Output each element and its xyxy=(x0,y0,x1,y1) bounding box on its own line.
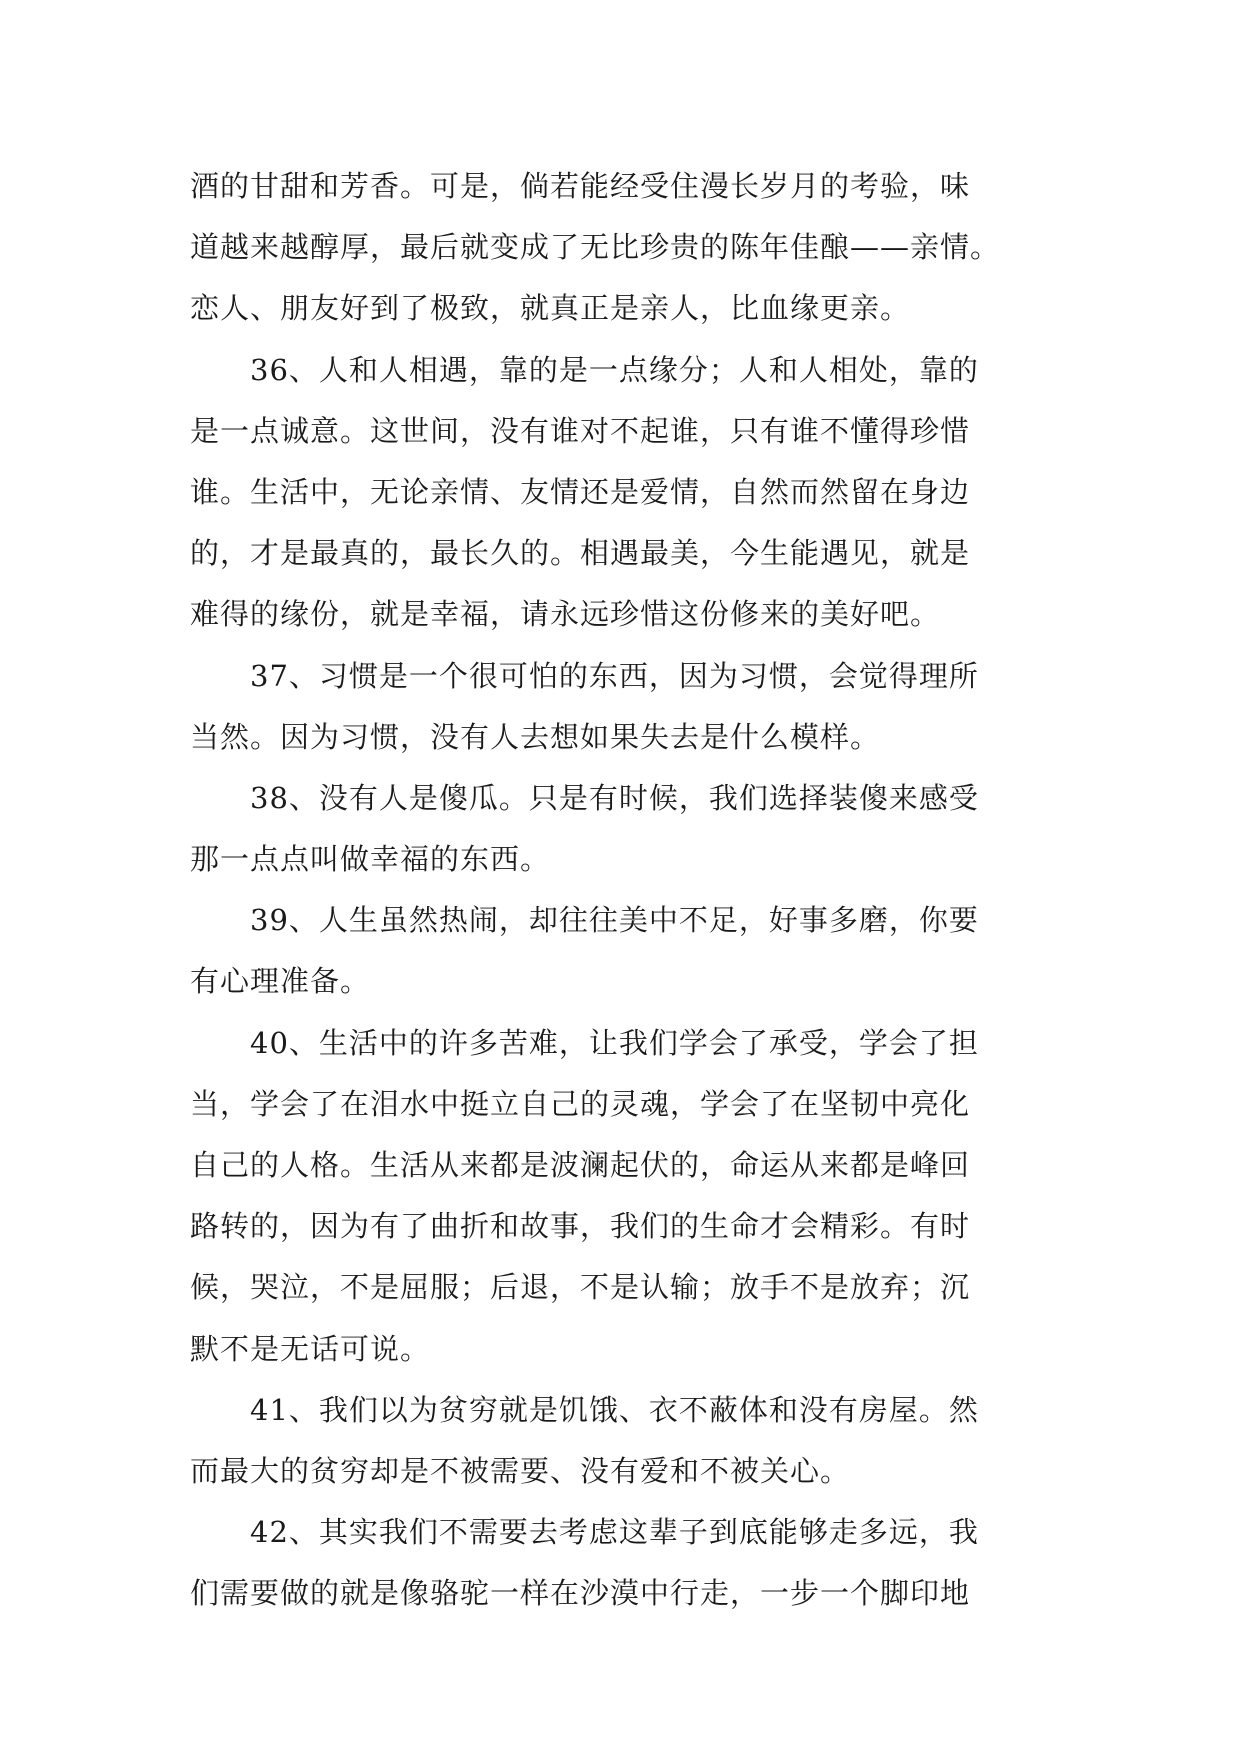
text-line: 那一点点叫做幸福的东西。 xyxy=(190,842,551,877)
paragraph-36-start: 36、人和人相遇，靠的是一点缘分；人和人相处，靠的 xyxy=(250,352,979,387)
paragraph-39-start: 39、人生虽然热闹，却往往美中不足，好事多磨，你要 xyxy=(250,903,979,938)
text-line: 的，才是最真的，最长久的。相遇最美，今生能遇见，就是 xyxy=(190,536,971,571)
text-line: 自己的人格。生活从来都是波澜起伏的，命运从来都是峰回 xyxy=(190,1148,971,1182)
paragraph-37-start: 37、习惯是一个很可怕的东西，因为习惯，会觉得理所 xyxy=(250,658,979,693)
text-line: 候，哭泣，不是屈服；后退，不是认输；放手不是放弃；沉 xyxy=(190,1270,971,1305)
body-text xyxy=(190,156,1070,1625)
text-line: 道越来越醇厚，最后就变成了无比珍贵的陈年佳酿——亲情。 xyxy=(190,230,1001,265)
text-line: 谁。生活中，无论亲情、友情还是爱情，自然而然留在身边 xyxy=(190,474,971,509)
text-line: 酒的甘甜和芳香。可是，倘若能经受住漫长岁月的考验，味 xyxy=(190,169,971,203)
text-line: 而最大的贫穷却是不被需要、没有爱和不被关心。 xyxy=(190,1453,851,1488)
text-line: 当，学会了在泪水中挺立自己的灵魂，学会了在坚韧中亮化 xyxy=(190,1086,971,1121)
paragraph-38-start: 38、没有人是傻瓜。只是有时候，我们选择装傻来感受 xyxy=(250,780,979,815)
text-line: 恋人、朋友好到了极致，就真正是亲人，比血缘更亲。 xyxy=(190,291,911,326)
paragraph-42-start: 42、其实我们不需要去考虑这辈子到底能够走多远，我 xyxy=(250,1515,979,1550)
text-line: 当然。因为习惯，没有人去想如果失去是什么模样。 xyxy=(190,719,881,754)
text-line: 难得的缘份，就是幸福，请永远珍惜这份修来的美好吧。 xyxy=(190,597,941,632)
text-line: 路转的，因为有了曲折和故事，我们的生命才会精彩。有时 xyxy=(190,1209,971,1244)
text-line: 们需要做的就是像骆驼一样在沙漠中行走，一步一个脚印地 xyxy=(190,1576,971,1611)
paragraph-41-start: 41、我们以为贫穷就是饥饿、衣不蔽体和没有房屋。然 xyxy=(250,1392,979,1427)
paragraph-40-start: 40、生活中的许多苦难，让我们学会了承受，学会了担 xyxy=(250,1025,979,1060)
text-line: 是一点诚意。这世间，没有谁对不起谁，只有谁不懂得珍惜 xyxy=(190,413,971,448)
text-line: 默不是无话可说。 xyxy=(190,1331,431,1366)
text-line: 有心理准备。 xyxy=(190,964,371,999)
